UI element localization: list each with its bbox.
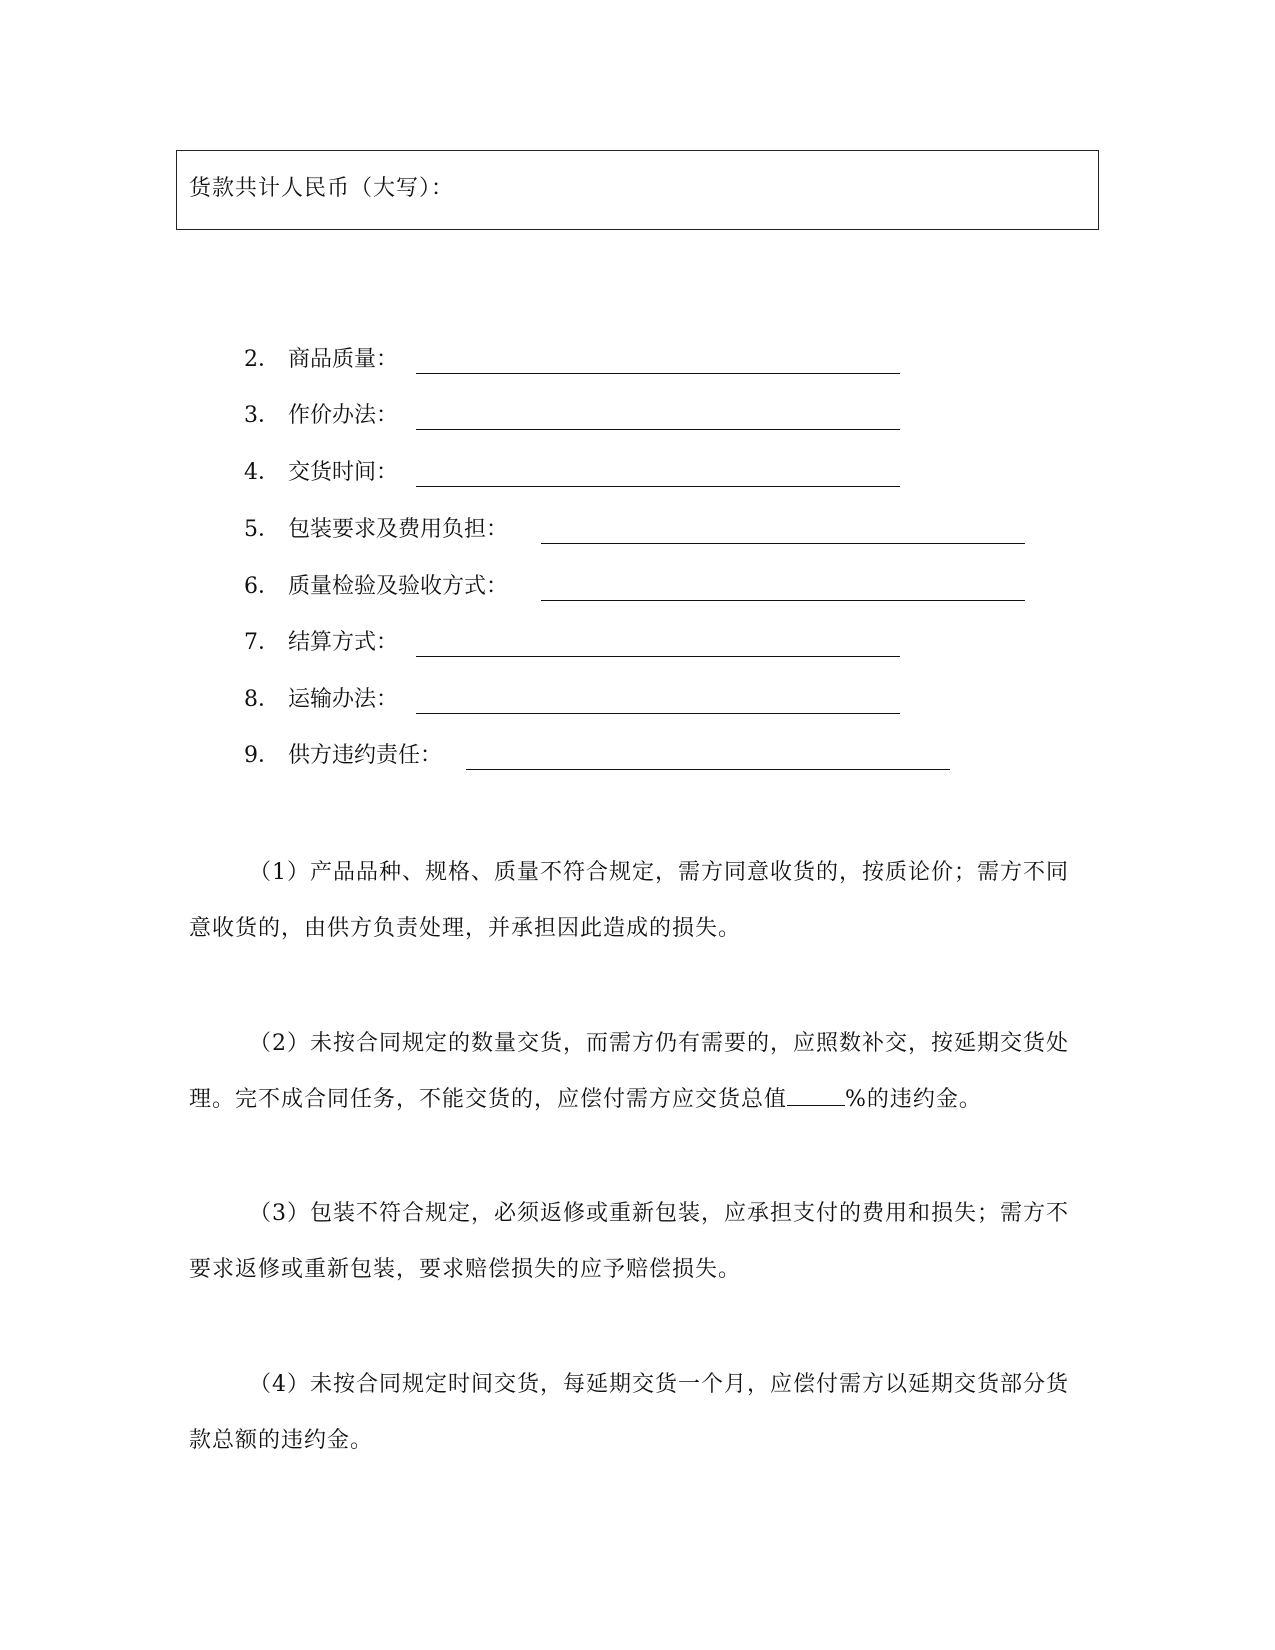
field-number: 7． [244, 630, 280, 655]
field-settlement-method [244, 625, 398, 655]
field-label: 供方违约责任： [288, 743, 443, 768]
clause-2 [189, 1016, 1089, 1128]
field-packaging-cost [244, 512, 508, 542]
field-delivery-time [244, 455, 398, 485]
field-label: 交货时间： [288, 460, 399, 485]
fill-in-line[interactable] [416, 713, 900, 714]
field-label: 质量检验及验收方式： [288, 574, 509, 599]
field-label: 商品质量： [288, 347, 399, 372]
field-label: 结算方式： [288, 630, 399, 655]
field-number: 5． [244, 517, 280, 542]
fill-in-line[interactable] [416, 656, 900, 657]
field-pricing-method [244, 398, 398, 428]
fill-in-line[interactable] [541, 600, 1025, 601]
clause-4: （4）未按合同规定时间交货，每延期交货一个月，应偿付需方以延期交货部分货款总额的违约金。 [189, 1372, 1069, 1453]
field-label: 包装要求及费用负担： [288, 517, 509, 542]
field-product-quality [244, 342, 398, 372]
fill-in-line[interactable] [416, 429, 900, 430]
fill-in-line[interactable] [416, 486, 900, 487]
field-number: 2． [244, 347, 280, 372]
fill-in-line[interactable] [416, 373, 900, 374]
field-number: 4． [244, 460, 280, 485]
field-supplier-liability [244, 738, 442, 768]
field-label: 作价办法： [288, 403, 399, 428]
field-transport-method [244, 682, 398, 712]
fill-in-line[interactable] [466, 769, 950, 770]
field-number: 8． [244, 687, 280, 712]
fill-in-line[interactable] [541, 543, 1025, 544]
clause-3: （3）包装不符合规定，必须返修或重新包装，应承担支付的费用和损失；需方不要求返修或重新包装，要求赔偿损失的应予赔偿损失。 [189, 1201, 1069, 1282]
clause-1: （1）产品品种、规格、质量不符合规定，需方同意收货的，按质论价；需方不同意收货的，由供方负责处理，并承担因此造成的损失。 [189, 860, 1069, 941]
clause-2-text-before: （2）未按合同规定的数量交货，而需方仍有需要的，应照数补交，按延期交货处理。完不成合同任务，不能交货的，应偿付需方应交货总值 [189, 1031, 1069, 1112]
payment-total-label: 货款共计人民币（大写）： [189, 176, 455, 201]
percentage-blank[interactable] [787, 1087, 845, 1106]
clause-2-text-after: %的违约金。 [845, 1087, 982, 1112]
field-number: 3． [244, 403, 280, 428]
payment-total-box [176, 150, 1099, 230]
field-label: 运输办法： [288, 687, 399, 712]
field-inspection-method [244, 569, 508, 599]
field-number: 9． [244, 743, 280, 768]
field-number: 6． [244, 574, 280, 599]
